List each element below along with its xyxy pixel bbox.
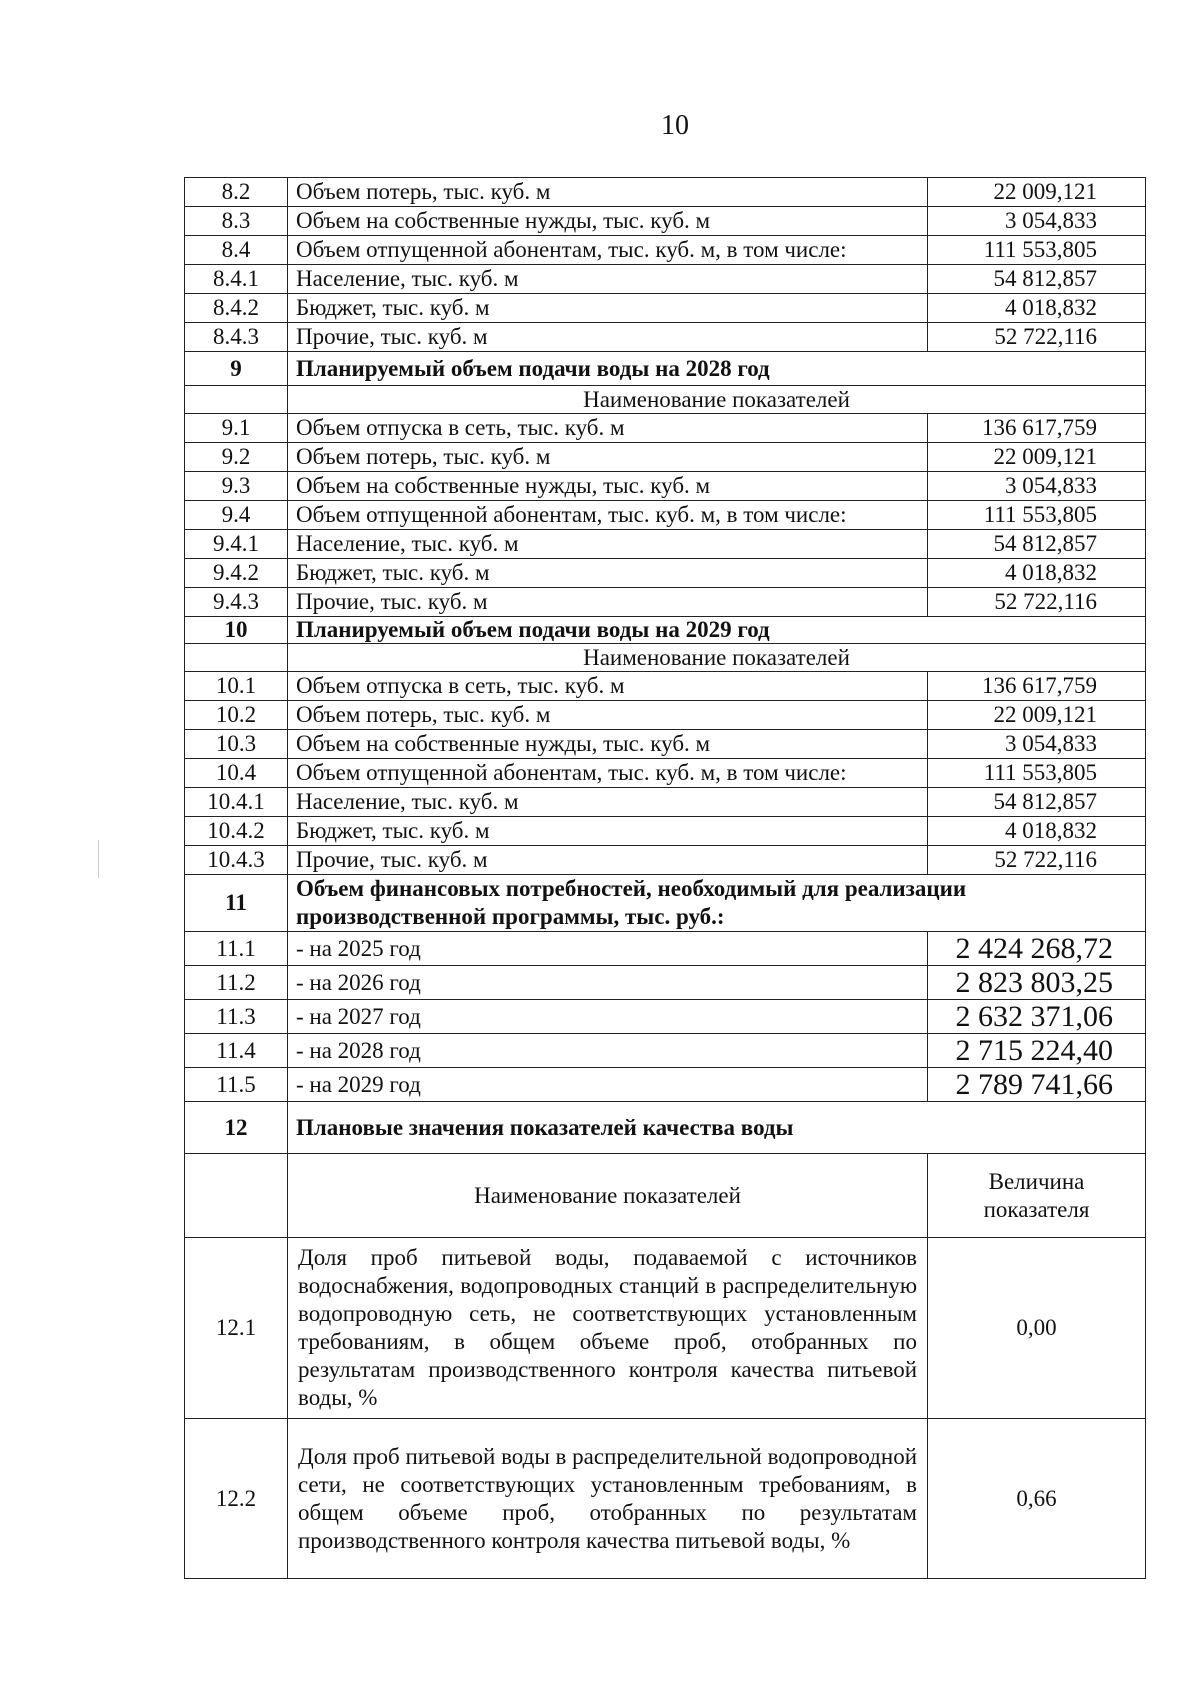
indicators-table xyxy=(184,177,1146,1579)
empty-cell xyxy=(185,386,288,414)
row-label: Объем отпуска в сеть, тыс. куб. м xyxy=(288,414,928,443)
row-value: 2 789 741,66 xyxy=(928,1068,1146,1102)
row-number: 11.5 xyxy=(185,1068,288,1102)
row-label: Объем на собственные нужды, тыс. куб. м xyxy=(288,472,928,501)
row-label: Прочие, тыс. куб. м xyxy=(288,588,928,617)
row-number: 9.4.3 xyxy=(185,588,288,617)
row-number: 11.2 xyxy=(185,966,288,1000)
section-title: Планируемый объем подачи воды на 2028 год xyxy=(288,352,1146,386)
table-row xyxy=(185,1068,1146,1102)
table-row xyxy=(185,207,1146,236)
row-number: 11.3 xyxy=(185,1000,288,1034)
row-label: - на 2029 год xyxy=(288,1068,928,1102)
row-number: 8.2 xyxy=(185,178,288,207)
section-header-row xyxy=(185,617,1146,644)
row-label: Доля проб питьевой воды, подаваемой с источников водоснабжения, водопроводных станций в распределительную водопроводную сеть, не соответствующих установленным требованиям, в общем объеме проб, отобранных по результатам производственного контроля качества питьевой воды, % xyxy=(288,1238,928,1419)
row-label: Прочие, тыс. куб. м xyxy=(288,846,928,875)
row-number: 10.3 xyxy=(185,730,288,759)
row-value: 3 054,833 xyxy=(928,472,1146,501)
row-value: 54 812,857 xyxy=(928,788,1146,817)
row-label: Объем на собственные нужды, тыс. куб. м xyxy=(288,207,928,236)
row-value: 22 009,121 xyxy=(928,443,1146,472)
table-row xyxy=(185,236,1146,265)
row-value: 2 823 803,25 xyxy=(928,966,1146,1000)
row-label: Население, тыс. куб. м xyxy=(288,788,928,817)
section-header-row xyxy=(185,875,1146,932)
row-value: 111 553,805 xyxy=(928,236,1146,265)
row-number: 12.1 xyxy=(185,1238,288,1419)
table-row xyxy=(185,846,1146,875)
section-number: 10 xyxy=(185,617,288,644)
row-value: 52 722,116 xyxy=(928,323,1146,352)
row-value: 3 054,833 xyxy=(928,730,1146,759)
section-header-row xyxy=(185,1102,1146,1154)
row-value: 4 018,832 xyxy=(928,817,1146,846)
table-row xyxy=(185,265,1146,294)
table-row xyxy=(185,530,1146,559)
row-number: 9.2 xyxy=(185,443,288,472)
row-number: 8.4.2 xyxy=(185,294,288,323)
table-row xyxy=(185,1034,1146,1068)
row-number: 10.4 xyxy=(185,759,288,788)
table-row xyxy=(185,323,1146,352)
table-row xyxy=(185,759,1146,788)
row-number: 10.4.1 xyxy=(185,788,288,817)
row-value: 2 632 371,06 xyxy=(928,1000,1146,1034)
row-number: 11.4 xyxy=(185,1034,288,1068)
row-value: 2 424 268,72 xyxy=(928,932,1146,966)
row-value: 2 715 224,40 xyxy=(928,1034,1146,1068)
section-number: 11 xyxy=(185,875,288,932)
table-row xyxy=(185,701,1146,730)
table-row xyxy=(185,501,1146,530)
row-number: 9.4.1 xyxy=(185,530,288,559)
row-value: 0,66 xyxy=(928,1419,1146,1579)
row-label: Объем отпущенной абонентам, тыс. куб. м, в том числе: xyxy=(288,236,928,265)
row-value: 4 018,832 xyxy=(928,294,1146,323)
row-number: 10.4.3 xyxy=(185,846,288,875)
table-row xyxy=(185,443,1146,472)
table-row xyxy=(185,1238,1146,1419)
table-row xyxy=(185,1000,1146,1034)
row-number: 10.2 xyxy=(185,701,288,730)
row-value: 3 054,833 xyxy=(928,207,1146,236)
table-row xyxy=(185,817,1146,846)
empty-cell xyxy=(185,1154,288,1238)
row-value: 52 722,116 xyxy=(928,588,1146,617)
table-row xyxy=(185,472,1146,501)
table-row xyxy=(185,730,1146,759)
row-value: 111 553,805 xyxy=(928,759,1146,788)
row-number: 8.3 xyxy=(185,207,288,236)
row-value: 4 018,832 xyxy=(928,559,1146,588)
row-label: Население, тыс. куб. м xyxy=(288,530,928,559)
row-label: Бюджет, тыс. куб. м xyxy=(288,817,928,846)
row-value: 22 009,121 xyxy=(928,701,1146,730)
table-row xyxy=(185,559,1146,588)
row-number: 8.4.3 xyxy=(185,323,288,352)
row-number: 10.4.2 xyxy=(185,817,288,846)
section-number: 9 xyxy=(185,352,288,386)
row-label: - на 2026 год xyxy=(288,966,928,1000)
page-number: 10 xyxy=(661,110,689,141)
row-label: Прочие, тыс. куб. м xyxy=(288,323,928,352)
column-header-row xyxy=(185,644,1146,672)
row-value: 54 812,857 xyxy=(928,530,1146,559)
row-label: - на 2025 год xyxy=(288,932,928,966)
row-value: 136 617,759 xyxy=(928,672,1146,701)
row-number: 9.1 xyxy=(185,414,288,443)
row-number: 11.1 xyxy=(185,932,288,966)
row-number: 10.1 xyxy=(185,672,288,701)
row-value: 22 009,121 xyxy=(928,178,1146,207)
row-number: 12.2 xyxy=(185,1419,288,1579)
empty-cell xyxy=(185,644,288,672)
row-value: 52 722,116 xyxy=(928,846,1146,875)
section-title: Планируемый объем подачи воды на 2029 год xyxy=(288,617,1146,644)
row-label: - на 2027 год xyxy=(288,1000,928,1034)
section-title: Плановые значения показателей качества воды xyxy=(288,1102,1146,1154)
column-header-name: Наименование показателей xyxy=(288,1154,928,1238)
row-label: Объем потерь, тыс. куб. м xyxy=(288,443,928,472)
row-number: 8.4 xyxy=(185,236,288,265)
table-row xyxy=(185,178,1146,207)
row-label: Доля проб питьевой воды в распределительной водопроводной сети, не соответствующих установленным требованиям, в общем объеме проб, отобранных по результатам производственного контроля качества питьевой воды, % xyxy=(288,1419,928,1579)
row-number: 9.4 xyxy=(185,501,288,530)
table-row xyxy=(185,932,1146,966)
row-value: 54 812,857 xyxy=(928,265,1146,294)
row-label: Объем отпуска в сеть, тыс. куб. м xyxy=(288,672,928,701)
column-header-value: Величина показателя xyxy=(928,1154,1146,1238)
row-label: Население, тыс. куб. м xyxy=(288,265,928,294)
row-label: Объем потерь, тыс. куб. м xyxy=(288,178,928,207)
table-row xyxy=(185,788,1146,817)
column-header-name: Наименование показателей xyxy=(288,386,1146,414)
row-number: 8.4.1 xyxy=(185,265,288,294)
row-label: - на 2028 год xyxy=(288,1034,928,1068)
scan-edge-mark xyxy=(98,840,99,878)
row-label: Объем потерь, тыс. куб. м xyxy=(288,701,928,730)
table-row xyxy=(185,414,1146,443)
table-row xyxy=(185,294,1146,323)
row-label: Бюджет, тыс. куб. м xyxy=(288,294,928,323)
row-value: 0,00 xyxy=(928,1238,1146,1419)
table-row xyxy=(185,588,1146,617)
column-header-row xyxy=(185,1154,1146,1238)
row-number: 9.3 xyxy=(185,472,288,501)
row-label: Объем отпущенной абонентам, тыс. куб. м, в том числе: xyxy=(288,759,928,788)
row-value: 111 553,805 xyxy=(928,501,1146,530)
row-label: Бюджет, тыс. куб. м xyxy=(288,559,928,588)
row-number: 9.4.2 xyxy=(185,559,288,588)
table-row xyxy=(185,1419,1146,1579)
column-header-name: Наименование показателей xyxy=(288,644,1146,672)
section-title: Объем финансовых потребностей, необходимый для реализации производственной программы, тыс. руб.: xyxy=(288,875,1146,932)
table-row xyxy=(185,672,1146,701)
indicators-table-body xyxy=(185,178,1146,1579)
table-row xyxy=(185,966,1146,1000)
row-label: Объем отпущенной абонентам, тыс. куб. м, в том числе: xyxy=(288,501,928,530)
row-label: Объем на собственные нужды, тыс. куб. м xyxy=(288,730,928,759)
column-header-row xyxy=(185,386,1146,414)
row-value: 136 617,759 xyxy=(928,414,1146,443)
section-number: 12 xyxy=(185,1102,288,1154)
section-header-row xyxy=(185,352,1146,386)
